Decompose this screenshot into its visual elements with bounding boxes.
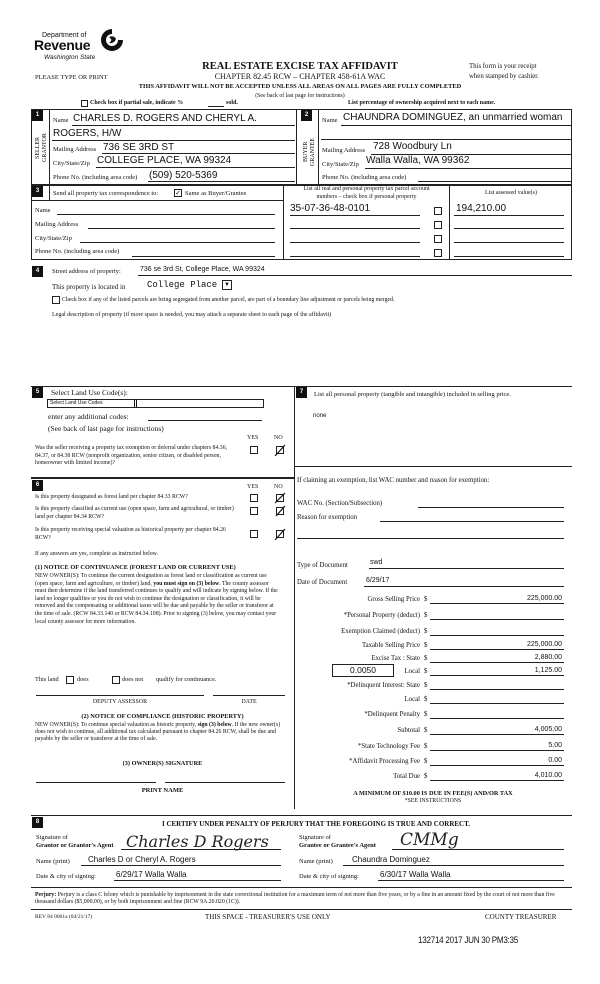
dollar-sign: $ [424,758,428,765]
compliance-text [35,722,285,744]
grantor-name-value[interactable]: Charles D or Cheryl A. Rogers [88,855,196,864]
dollar-sign: $ [424,612,428,619]
parcels-assessed-divider [449,185,450,260]
yes-checkbox[interactable] [250,530,258,538]
tax-row-label: *Personal Property (deduct) [343,612,420,619]
logo-state-text: Washington State [44,54,96,61]
seller-city-label: City/State/Zip [53,160,90,167]
partial-sale-percent-field[interactable] [208,99,224,107]
tax-row-label: *Delinquent Interest: State [347,682,420,689]
parcel-field[interactable] [290,247,420,257]
if-yes-note: If any answers are yes, complete as instructed below. [35,551,158,557]
perjury-label: Perjury: [35,892,57,898]
cashier-stamp: 132714 2017 JUN 30 PM3:35 [418,935,519,946]
dollar-sign: $ [424,628,428,635]
chevron-down-icon: ▼ [224,282,230,288]
tax-row-field[interactable] [430,680,564,690]
doc-type-label: Type of Document [297,562,348,569]
acceptance-warning: THIS AFFIDAVIT WILL NOT BE ACCEPTED UNLESS ALL AREAS ON ALL PAGES ARE FULLY COMPLETED [138,83,462,90]
section-7-tag: 7 [296,387,307,398]
seller-label-divider [49,109,50,185]
does-not-qualify-checkbox[interactable] [112,676,120,684]
grantee-date-label: Date & city of signing: [299,873,359,880]
seller-address[interactable]: 736 SE 3RD ST [103,142,175,153]
perjury-bottom-border [31,909,572,910]
personal-property-checkbox[interactable] [434,235,442,243]
does-not-label: does not [122,676,144,683]
compliance-text-a: NEW OWNER(S): To continue special valuation as historic property, [35,722,198,728]
logo-dept-text: Department of [42,32,87,39]
buyer-label: BUYER [303,141,309,163]
check-slash-icon [274,492,286,504]
section-8-tag: 8 [32,817,43,828]
section-3-tag-divider [49,185,50,200]
assessed-header: List assessed value(s) [485,190,537,196]
grantee-name-value[interactable]: Chaundra Dominguez [352,855,430,864]
seller-phone[interactable]: (509) 520-5369 [149,170,218,181]
question-text: Is this property receiving special valuation as historical property per chapter 84.26 RCW? [35,527,226,541]
dollar-sign: $ [424,668,428,675]
corr-address-field[interactable] [88,219,275,229]
wac-field[interactable] [418,499,564,508]
buyer-city[interactable]: Walla Walla, WA 99362 [366,155,470,166]
seller-name-label: Name [53,117,69,124]
dollar-sign: $ [424,682,428,689]
continuance-text-a: NEW OWNER(S): To continue the current designation as forest land or classification as current use (open space, farm and agriculture, or timber) land, [35,573,267,587]
qualify-label: qualify for continuance. [156,676,217,683]
partial-sale-label: Check box if partial sale, indicate % [90,100,184,106]
corr-city-label: City/State/Zip [35,235,72,242]
buyer-side-label [303,132,317,172]
this-land-label: This land [35,676,59,683]
minimum-due-note: A MINIMUM OF $10.00 IS DUE IN FEE(S) AND/OR TAX [353,790,513,797]
seller-phone-label: Phone No. (including area code) [53,174,138,181]
corr-city-field[interactable] [80,233,275,243]
tax-row-value: 2,880.00 [534,654,562,661]
dollar-sign: $ [424,655,428,662]
seller-exemption-question: Was the seller receiving a property tax exemption or deferral under chapters 84.36, 84.37, or 84.38 RCW (nonprofit organization, senior citizen, or disabled person, homeowner with limited income)? [35,445,228,466]
doc-date-value[interactable]: 6/29/17 [366,577,390,584]
yes-checkbox[interactable] [250,494,258,502]
tax-row-value: 5.00 [548,742,562,749]
parcels-header [284,186,449,201]
logo-name-text: Revenue [34,37,91,53]
assessed-value-field[interactable] [454,219,564,229]
does-label: does [77,676,89,683]
section-2-tag: 2 [301,110,312,121]
section-3-header-divider [31,200,283,201]
tax-row-label: *Delinquent Penalty [364,711,420,718]
owner-signature-field-1[interactable] [36,775,156,783]
assessed-value-field[interactable] [454,233,564,243]
grantor-date-label: Date & city of signing: [36,873,96,880]
located-in-label: This property is located in [52,283,126,291]
tax-row-label: Local [404,696,420,703]
land-use-select[interactable] [47,399,264,408]
dollar-sign: $ [424,696,428,703]
certification-statement: I CERTIFY UNDER PENALTY OF PERJURY THAT THE FOREGOING IS TRUE AND CORRECT. [161,820,470,828]
section-8-bottom-border [31,887,572,888]
form-subtitle: CHAPTER 82.45 RCW – CHAPTER 458-61A WAC [214,72,386,81]
deputy-assessor-label: DEPUTY ASSESSOR [92,699,148,705]
land-use-select-value: Select Land Use Codes [50,400,103,406]
buyer-address[interactable]: 728 Woodbury Ln [373,141,452,152]
section-5-tag: 5 [32,387,43,398]
text-cursor-icon [134,400,137,407]
grantor-sig-label-2: Grantor or Grantor's Agent [36,842,114,849]
form-revision: REV 84 0001a (04/21/17) [35,914,93,920]
grantee-signature: CMMg [400,830,459,850]
tax-row-field[interactable] [430,610,564,620]
tax-row-field[interactable] [430,626,564,636]
exemption-claim-label: If claiming an exemption, list WAC number and reason for exemption: [297,477,490,484]
sold-label: sold. [226,100,238,106]
street-address-value[interactable]: 736 se 3rd St, College Place, WA 99324 [140,266,265,273]
seller-side-label [35,128,49,168]
personal-property-value[interactable]: none [313,413,327,419]
yes-header: YES [247,435,259,441]
grantor-label: GRANTOR [42,133,48,163]
continuance-text [35,573,281,626]
owner-signature-field-2[interactable] [165,775,285,783]
buyer-address-label: Mailing Address [322,147,366,154]
parcel-field[interactable] [290,219,420,229]
dollar-sign: $ [424,773,428,780]
dollar-sign: $ [424,642,428,649]
grantor-name-label: Name (print) [36,858,70,865]
dor-swirl-logo-icon [100,28,124,52]
no-checkbox[interactable] [276,507,284,515]
question-text: Is this property classified as current use (open space, farm and agricultural, or timber) land per chapter 84.34 RCW? [35,506,234,520]
print-name-label: PRINT NAME [141,787,184,794]
section-3-tag: 3 [32,186,43,197]
tax-row-label: Exemption Claimed (deduct) [341,628,420,635]
see-instructions-note: *SEE INSTRUCTIONS [404,798,462,804]
doc-type-value[interactable]: swd [370,559,383,566]
dollar-sign: $ [424,711,428,718]
continuance-text-b: . The county assessor must then determine if the land transferred continues to qualify and will indicate by signing below. If the land no longer qualifies or you do not wish to continue the designation or classification, it will be removed and the compensating or additional taxes will be due and payable by the seller or transferor at the time of sale. (RCW 84.33.140 or RCW 84.34.108). Prior to signing (3) below, you may contact your local county assessor for more information. [35,580,278,625]
parcels-header-1: List all real and personal property tax parcel account [303,186,430,192]
seller-address-label: Mailing Address [53,146,97,153]
section-8-top-border [31,815,572,816]
tax-row-label: Excise Tax : State [371,655,420,662]
grantee-sig-label-1: Signature of [299,834,331,841]
dollar-sign: $ [424,743,428,750]
buyer-phone-field[interactable] [418,172,571,182]
tax-row-value: 225,000.00 [526,641,562,648]
legal-description-label: Legal description of property (if more space is needed, you may attach a separate sheet to each page of the affidavit) [52,312,332,318]
local-rate-box[interactable]: 0.0050 [332,664,394,677]
personal-property-checkbox[interactable] [434,207,442,215]
compliance-text-b: . If the new owner(s) does not wish to continue, all additional tax calculated pursuant to chapter 84.26 RCW, shall be due and payable by the seller or transferor at the time of sale. [35,722,281,743]
correspondence-label: Send all property tax correspondence to: [53,190,159,197]
buyer-city-label: City/State/Zip [322,161,359,168]
tax-row-label: Subtotal [397,727,420,734]
deputy-assessor-date-field[interactable] [213,688,285,696]
land-use-label: Select Land Use Code(s): [51,388,128,397]
exemption-reason-field[interactable] [380,513,564,522]
grantor-signature: Charles D Rogers [126,832,269,851]
buyer-name-label: Name [322,117,338,124]
grantee-label: GRANTEE [310,138,316,166]
tax-row-label: *Affidavit Processing Fee [349,758,420,765]
section-6-tag: 6 [32,480,43,491]
continuance-text-bold: you must sign on (3) below [153,580,220,587]
tax-row-value: 4,010.00 [534,772,562,779]
tax-row-field[interactable] [430,694,564,704]
wac-label: WAC No. (Section/Subsection) [297,500,383,507]
personal-property-checkbox[interactable] [434,249,442,257]
doc-date-label: Date of Document [297,579,348,586]
additional-codes-field[interactable] [148,411,262,421]
grantor-date-value[interactable]: 6/29/17 Walla Walla [116,870,187,879]
legal-description-field[interactable] [52,322,570,382]
assessed-value-field[interactable] [454,247,564,257]
tax-row-label: Total Due [393,773,420,780]
tax-row-label: Gross Selling Price [367,596,420,603]
treasurer-use-label: THIS SPACE - TREASURER'S USE ONLY [205,913,331,921]
tax-row-value: 1,125.00 [534,667,562,674]
parcel-field[interactable] [290,233,420,243]
corr-address-label: Mailing Address [35,221,79,228]
yes-checkbox[interactable] [250,507,258,515]
grantee-sig-label-2: Grantee or Grantee's Agent [299,842,376,849]
same-as-buyer-checkbox[interactable]: ✓ [175,189,181,197]
parcels-header-2: numbers – check box if personal property [316,193,417,200]
perjury-text: Perjury is a class C felony which is punishable by imprisonment in the state correctional institution for a maximum term of not more than five years, or by a fine in an amount fixed by the court of not more than five thousand dollars ($5,000.00), or by both imprisonment and fine (RCW 9A.20.020 (1C)). [35,892,555,906]
tax-row-value: 225,000.00 [526,595,562,602]
no-checkbox[interactable] [276,494,284,502]
see-back-note: (See back of last page for instructions) [255,93,345,99]
land-use-see-back: (See back of last page for instructions) [48,424,164,433]
receipt-note-1: This form is your receipt [469,63,537,70]
personal-property-checkbox[interactable] [434,221,442,229]
seller-name-1[interactable]: CHARLES D. ROGERS AND CHERYL A. [73,113,257,124]
no-checkbox[interactable] [276,530,284,538]
compliance-title: (2) NOTICE OF COMPLIANCE (HISTORIC PROPERTY) [81,713,244,720]
segregation-label: Check box if any of the listed parcels are being segregated from another parcel, are part of a boundary line adjustment or parcels being merged. [62,297,395,303]
located-in-dropdown[interactable] [222,280,232,290]
grantor-sig-label-1: Signature of [36,834,68,841]
ownership-note: List percentage of ownership acquired next to each name. [348,100,496,106]
seller-name-2[interactable]: ROGERS, H/W [53,128,122,139]
seller-city[interactable]: COLLEGE PLACE, WA 99324 [97,155,232,166]
exemption-reason-field-2[interactable] [297,530,564,539]
yes-header-6: YES [247,484,259,490]
date-label: DATE [241,699,257,705]
tax-row-value: 0.00 [548,757,562,764]
section-7-divider [294,466,572,467]
dollar-sign: $ [424,727,428,734]
dollar-sign: $ [424,596,428,603]
deputy-assessor-signature-field[interactable] [36,688,204,696]
located-in-value: College Place [147,280,218,290]
buyer-name-line-2 [321,130,571,140]
type-or-print-note: PLEASE TYPE OR PRINT [35,74,108,81]
dor-logo [34,32,129,68]
seller-buyer-divider [296,109,297,185]
form-title: REAL ESTATE EXCISE TAX AFFIDAVIT [202,61,398,72]
doc-type-line [369,559,564,569]
compliance-text-bold: sign (3) below [197,722,232,728]
grantee-name-label: Name (print) [299,858,333,865]
check-slash-icon [274,528,286,540]
continuance-title: (1) NOTICE OF CONTINUANCE (FOREST LAND OR CURRENT USE) [35,564,236,571]
check-slash-icon [274,444,286,456]
seller-label: SELLER [35,137,41,159]
assessed-value: 194,210.00 [456,203,507,214]
same-as-buyer-label: Same as Buyer/Grantee [185,190,247,197]
section-1-tag: 1 [32,110,43,121]
does-qualify-checkbox[interactable] [66,676,74,684]
tax-row-label: Taxable Selling Price [361,642,420,649]
buyer-label-divider [318,109,319,185]
parcel-number: 35-07-36-48-0101 [290,203,371,214]
partial-sale-checkbox[interactable] [81,100,88,107]
perjury-notice [35,892,572,907]
no-header: NO [274,435,283,441]
corr-name-label: Name [35,207,51,214]
left-right-divider [294,386,295,809]
owner-signature-label: (3) OWNER(S) SIGNATURE [122,760,203,767]
segregation-checkbox[interactable] [52,296,60,304]
no-header-6: NO [274,484,283,490]
buyer-name-1[interactable]: CHAUNDRA DOMINGUEZ, an unmarried woman [343,112,563,123]
street-address-label: Street address of property: [52,268,121,275]
seller-exemption-no-checkbox[interactable] [276,446,284,454]
tax-row-label: *State Technology Fee [357,743,420,750]
corr-phone-field[interactable] [132,247,275,257]
tax-row-field[interactable] [430,709,564,719]
section-6-top-border [31,477,294,479]
receipt-note-2: when stamped by cashier. [469,73,539,80]
county-treasurer-label: COUNTY TREASURER [485,913,557,921]
tax-row-value: 4,005.00 [534,726,562,733]
personal-property-label: List all personal property (tangible and intangible) included in selling price. [314,391,511,398]
tax-row-label: Local [404,668,420,675]
doc-date-line [364,577,564,587]
section-4-tag: 4 [32,266,43,277]
question-text: Is this property designated as forest land per chapter 84.33 RCW? [35,494,188,500]
exemption-reason-label: Reason for exemption [297,514,358,521]
seller-exemption-yes-checkbox[interactable] [250,446,258,454]
additional-codes-label: enter any additional codes: [48,412,129,421]
grantee-date-value[interactable]: 6/30/17 Walla Walla [380,870,451,879]
buyer-phone-label: Phone No. (including area code) [322,174,407,181]
corr-phone-label: Phone No. (including area code) [35,248,120,255]
check-slash-icon [274,505,286,517]
corr-name-field[interactable] [57,205,275,215]
